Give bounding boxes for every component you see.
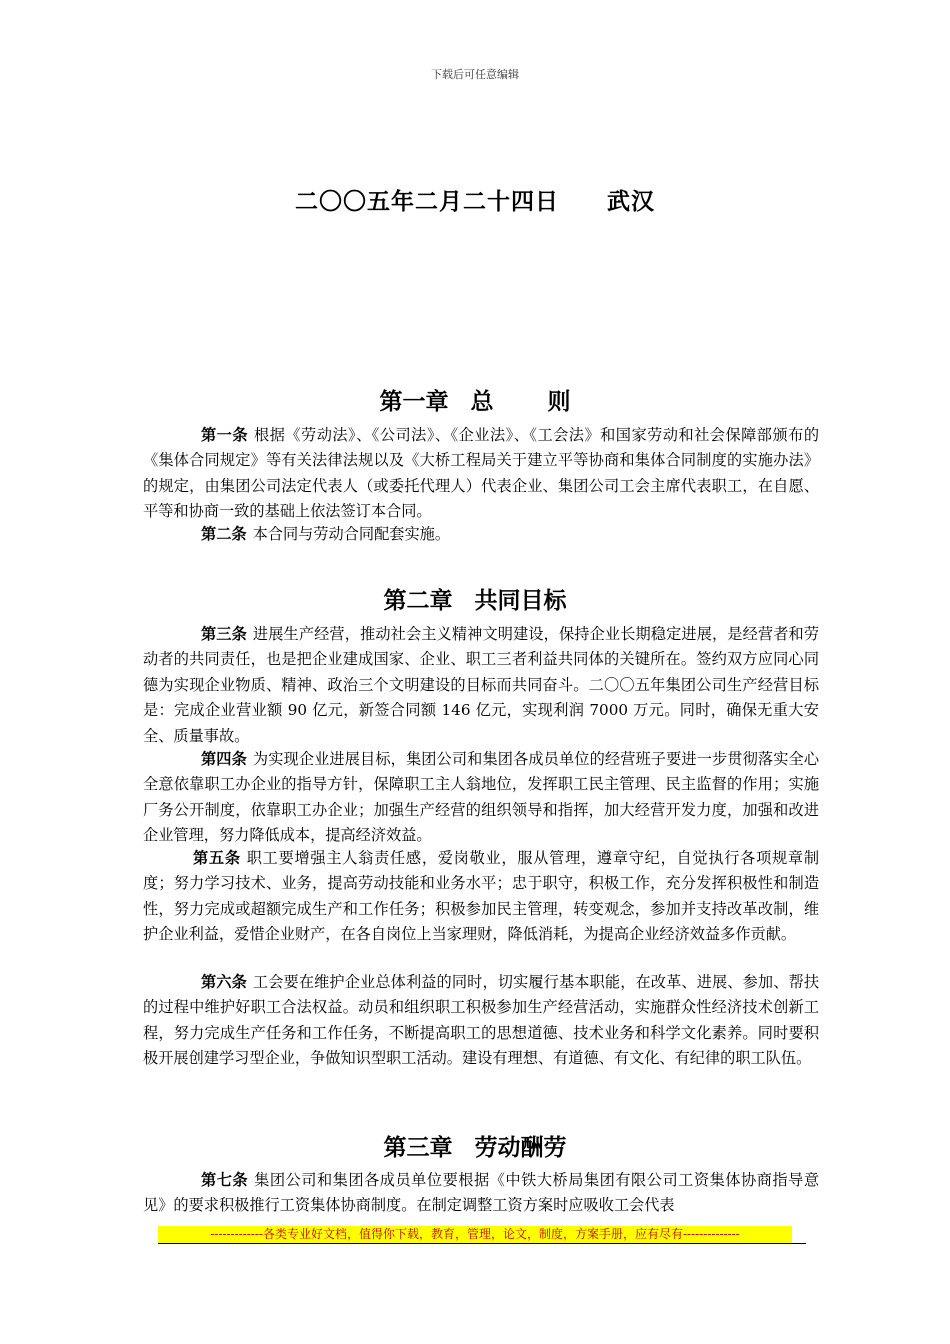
article-label: 第四条: [201, 750, 247, 768]
chapter-number: 第一章: [379, 389, 449, 415]
article-1: [143, 423, 819, 525]
article-label: 第一条: [201, 426, 249, 444]
article-text: 职工要增强主人翁责任感，爱岗敬业，服从管理，遵章守纪，自觉执行各项规章制度；努力学习技术、业务，提高劳动技能和业务水平；忠于职守，积极工作，充分发挥积极性和制造性，努力完成或超额完成生产和工作任务；积极参加民主管理，转变观念，参加并支持改革改制，维护企业利益，爱惜企业财产，在各自岗位上当家理财，降低消耗，为提高企业经济效益多作贡献。: [143, 849, 820, 944]
article-label: 第三条: [201, 625, 247, 643]
article-text: 为实现企业进展目标，集团公司和集团各成员单位的经营班子要进一步贯彻落实全心全意依靠职工办企业的指导方针，保障职工主人翁地位，发挥职工民主管理、民主监督的作用；实施厂务公开制度，依靠职工办企业；加强生产经营的组织领导和指挥，加大经营开发力度，加强和改进企业管理，努力降低成本，提高经济效益。: [143, 750, 820, 845]
article-text: 本合同与劳动合同配套实施。: [252, 525, 450, 543]
article-label: 第七条: [201, 1171, 249, 1189]
date-line: [0, 183, 950, 216]
chapter-title: 劳动酬劳: [474, 1135, 567, 1161]
chapter-number: 第二章: [383, 588, 453, 614]
article-7: [143, 1168, 819, 1219]
article-2: [143, 522, 819, 547]
header-note: 下载后可任意编辑: [431, 68, 519, 81]
article-text: 工会要在维护企业总体利益的同时，切实履行基本职能，在改革、进展、参加、帮扶的过程中维护好职工合法权益。动员和组织职工积极参加生产经营活动，实施群众性经济技术创新工程，努力完成生产任务和工作任务，不断提高职工的思想道德、技术业务和科学文化素养。同时要积极开展创建学习型企业，争做知识型职工活动。建设有理想、有道德、有文化、有纪律的职工队伍。: [143, 973, 820, 1068]
article-text: 集团公司和集团各成员单位要根据《中铁大桥局集团有限公司工资集体协商指导意见》的要求积极推行工资集体协商制度。在制定调整工资方案时应吸收工会代表: [143, 1171, 820, 1215]
article-label: 第六条: [201, 973, 247, 991]
chapter-title-part: 则: [547, 389, 571, 415]
article-6: [143, 970, 819, 1072]
article-3: [143, 622, 819, 749]
footer-banner: -------------各类专业好文档，值得你下载，教育，管理，论文，制度，方案手册，应有尽有--------------: [158, 1226, 792, 1243]
date-text: 二〇〇五年二月二十四日: [295, 189, 559, 215]
chapter-1-heading: [0, 383, 950, 416]
footer-divider: [158, 1243, 806, 1244]
place-text: 武汉: [607, 189, 655, 215]
article-text: 根据《劳动法》、《公司法》、《企业法》、《工会法》和国家劳动和社会保障部颁布的《集体合同规定》等有关法律法规以及《大桥工程局关于建立平等协商和集体合同制度的实施办法》的规定，由集团公司法定代表人（或委托代理人）代表企业、集团公司工会主席代表职工，在自愿、平等和协商一致的基础上依法签订本合同。: [143, 426, 820, 521]
chapter-2-heading: [0, 582, 950, 615]
chapter-number: 第三章: [383, 1135, 453, 1161]
article-4: [143, 747, 819, 849]
chapter-title: 共同目标: [474, 588, 567, 614]
article-label: 第五条: [193, 849, 241, 867]
article-text: 进展生产经营，推动社会主义精神文明建设，保持企业长期稳定进展，是经营者和劳动者的共同责任，也是把企业建成国家、企业、职工三者利益共同体的关键所在。签约双方应同心同德为实现企业物质、精神、政治三个文明建设的目标而共同奋斗。二〇〇五年集团公司生产经营目标是：完成企业营业额 90 亿元，新签合同额 146 亿元，实现利润 7000 万元。同时，确保无重大安全、质量事故。: [143, 625, 820, 745]
article-label: 第二条: [201, 525, 247, 543]
article-5: [143, 846, 819, 948]
chapter-3-heading: [0, 1129, 950, 1162]
chapter-title-part: 总: [470, 389, 494, 415]
